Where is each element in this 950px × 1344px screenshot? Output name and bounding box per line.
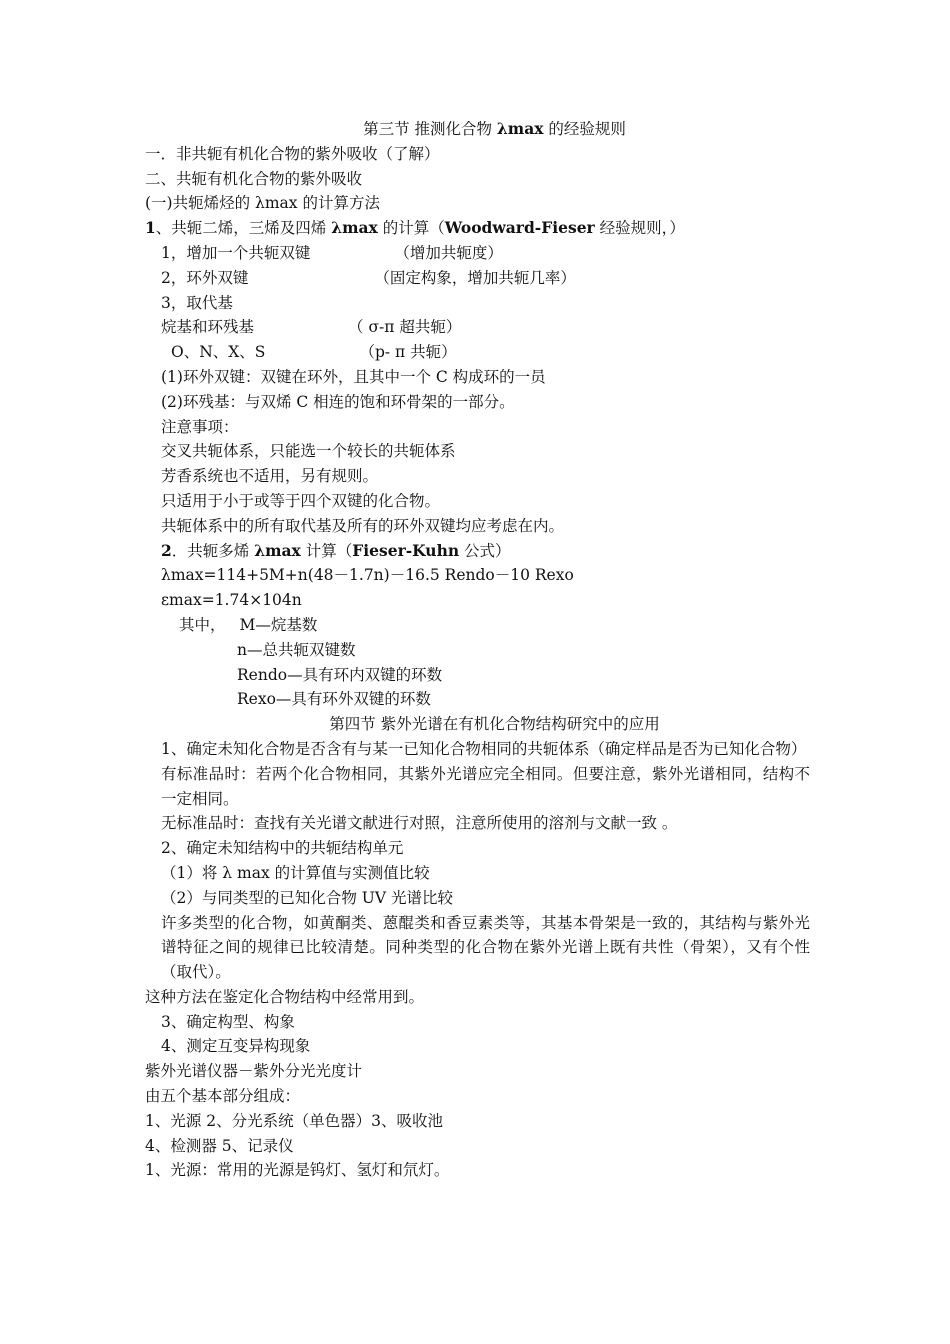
paragraph: 4、测定互变异构现象 (161, 1037, 311, 1056)
paragraph: 许多类型的化合物，如黄酮类、蒽醌类和香豆素类等，其基本骨架是一致的，其结构与紫外光谱特征之间的规律已比较清楚。同种类型的化合物在紫外光谱上既有共性（骨架），又有个性（取代）。 (161, 913, 810, 982)
item-2-text-2: 计算（ (300, 541, 353, 560)
rule-note: （固定构象，增加共轭几率） (374, 268, 576, 287)
paragraph: 有标准品时：若两个化合物相同，其紫外光谱应完全相同。但要注意，紫外光谱相同，结构不一定相同。 (161, 764, 810, 808)
paragraph: 4、检测器 5、记录仪 (145, 1136, 294, 1155)
item-1-text-3: 经验规则，） (594, 219, 685, 238)
paragraph: 3、确定构型、构象 (161, 1012, 295, 1031)
where-label: 其中， (179, 615, 226, 634)
rule-label: 1，增加一个共轭双键 (161, 243, 311, 262)
heading-1: 一．非共轭有机化合物的紫外吸收（了解） (145, 144, 440, 163)
note-line: 交叉共轭体系，只能选一个较长的共轭体系 (161, 442, 456, 461)
rule-note: （ σ-π 超共轭） (348, 318, 462, 337)
heading-2: 二、共轭有机化合物的紫外吸收 (145, 169, 363, 188)
paragraph: （2）与同类型的已知化合物 UV 光谱比较 (161, 888, 453, 907)
note-line: 只适用于小于或等于四个双键的化合物。 (161, 491, 441, 510)
rule-label: O、N、X、S (171, 343, 266, 362)
item-2-text-3: 公式） (459, 541, 511, 560)
note-line: 共轭体系中的所有取代基及所有的环外双键均应考虑在内。 (161, 516, 565, 535)
item-1-heading (145, 216, 810, 241)
paragraph: 1、光源 2、分光系统（单色器）3、吸收池 (145, 1111, 444, 1130)
section3-title-lambda: λmax (496, 119, 544, 138)
paragraph: 1、光源：常用的光源是钨灯、氢灯和氘灯。 (145, 1161, 450, 1180)
item-1-rule-name: Woodward-Fieser (444, 218, 595, 238)
note-line: 芳香系统也不适用，另有规则。 (161, 467, 379, 486)
where-row (145, 613, 810, 638)
rule-row (145, 340, 810, 365)
rule-row (145, 241, 810, 266)
item-1-num: 1 (145, 218, 156, 238)
section3-title (145, 117, 810, 142)
section3-title-tail: 的经验规则 (543, 120, 626, 138)
where-item: Rexo—具有环外双键的环数 (237, 690, 431, 709)
definition-line: (1)环外双键：双键在环外，且其中一个 C 构成环的一员 (161, 367, 546, 386)
item-2-heading (145, 539, 810, 564)
section4-title: 第四节 紫外光谱在有机化合物结构研究中的应用 (329, 715, 660, 734)
paragraph: （1）将 λ max 的计算值与实测值比较 (161, 863, 430, 882)
rule-note: （增加共轭度） (394, 243, 503, 262)
paragraph: 无标准品时：查找有关光谱文献进行对照，注意所使用的溶剂与文献一致 。 (161, 814, 678, 833)
formula-epsilon: εmax=1.74×104n (161, 591, 302, 610)
rule-row (145, 291, 810, 316)
paragraph: 2、确定未知结构中的共轭结构单元 (161, 839, 404, 858)
item-1-lambda: λmax (331, 218, 378, 238)
notes-title: 注意事项： (161, 417, 239, 436)
paragraph: 1、确定未知化合物是否含有与某一已知化合物相同的共轭体系（确定样品是否为已知化合物） (161, 739, 807, 758)
formula-lambda: λmax=114+5M+n(48－1.7n)－16.5 Rendo－10 Rexo (161, 566, 574, 585)
item-2-num: 2 (161, 540, 172, 560)
document-body (145, 117, 810, 1183)
section3-title-text: 第三节 推测化合物 (363, 120, 497, 138)
where-item: M—烷基数 (239, 615, 318, 634)
paragraph: 紫外光谱仪器－紫外分光光度计 (145, 1062, 363, 1081)
rule-label: 3，取代基 (161, 293, 233, 312)
item-2-text: ．共轭多烯 (171, 541, 255, 560)
where-item: n—总共轭双键数 (237, 640, 356, 659)
definition-line: (2)环残基：与双烯 C 相连的饱和环骨架的一部分。 (161, 392, 515, 411)
paragraph: 这种方法在鉴定化合物结构中经常用到。 (145, 987, 425, 1006)
rule-label: 2，环外双键 (161, 268, 249, 287)
where-item: Rendo—具有环内双键的环数 (237, 665, 443, 684)
heading-3: (一)共轭烯烃的 λmax 的计算方法 (145, 194, 380, 213)
rule-note: （p- π 共轭） (359, 343, 457, 362)
item-2-rule-name: Fieser-Kuhn (352, 540, 460, 560)
paragraph: 由五个基本部分组成： (145, 1087, 301, 1106)
item-2-lambda: λmax (254, 540, 301, 560)
item-1-text: 、共轭二烯，三烯及四烯 (155, 219, 332, 238)
rule-row (145, 266, 810, 291)
rule-label: 烷基和环残基 (161, 318, 255, 337)
item-1-text-2: 的计算（ (377, 219, 445, 238)
rule-row (145, 315, 810, 340)
